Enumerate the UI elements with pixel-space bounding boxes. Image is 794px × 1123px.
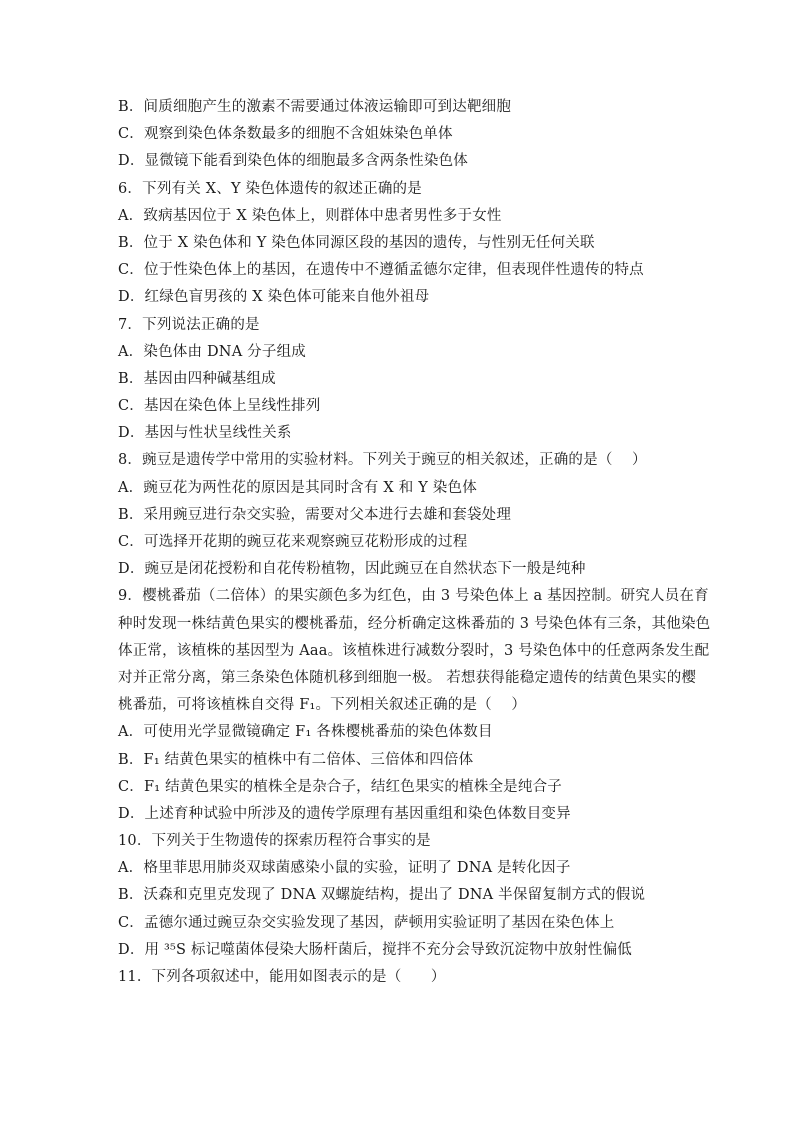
option-d-q7: D．基因与性状呈线性关系 [118, 425, 292, 442]
option-b-q5: B．间质细胞产生的激素不需要通过体液运输即可到达靶细胞 [118, 99, 512, 115]
option-a-q8: A．豌豆花为两性花的原因是其同时含有 X 和 Y 染色体 [118, 479, 477, 496]
question-9-stem-line-5: 桃番茄，可将该植株自交得 F₁。下列相关叙述正确的是（ ） [118, 697, 527, 714]
option-c-q9: C．F₁ 结黄色果实的植株全是杂合子，结红色果实的植株全是纯合子 [118, 778, 562, 795]
question-7-stem: 7．下列说法正确的是 [118, 316, 260, 333]
option-c-q5: C．观察到染色体条数最多的细胞不含姐妹染色单体 [118, 126, 453, 143]
option-d-q8: D．豌豆是闭花授粉和自花传粉植物，因此豌豆在自然状态下一般是纯种 [118, 561, 586, 578]
option-d-q10: D．用 ³⁵S 标记噬菌体侵染大肠杆菌后，搅拌不充分会导致沉淀物中放射性偏低 [118, 941, 632, 958]
option-b-q6: B．位于 X 染色体和 Y 染色体同源区段的基因的遗传，与性别无任何关联 [118, 234, 595, 251]
question-9-stem-line-3: 体正常，该植株的基因型为 Aaa。该植株进行减数分裂时，3 号染色体中的任意两条发生配 [118, 642, 710, 659]
option-c-q6: C．位于性染色体上的基因，在遗传中不遵循孟德尔定律，但表现伴性遗传的特点 [118, 262, 644, 279]
question-9-stem-line-4: 对并正常分离，第三条染色体随机移到细胞一极。 若想获得能稳定遗传的结黄色果实的樱 [118, 669, 697, 686]
question-11-stem: 11．下列各项叙述中，能用如图表示的是（ ） [118, 969, 446, 985]
option-d-q6: D．红绿色盲男孩的 X 染色体可能来自他外祖母 [118, 289, 430, 306]
option-b-q10: B．沃森和克里克发现了 DNA 双螺旋结构，提出了 DNA 半保留复制方式的假说 [118, 887, 646, 904]
option-a-q6: A．致病基因位于 X 染色体上，则群体中患者男性多于女性 [118, 207, 502, 224]
option-c-q10: C．孟德尔通过豌豆杂交实验发现了基因，萨顿用实验证明了基因在染色体上 [118, 914, 615, 931]
option-b-q8: B．采用豌豆进行杂交实验，需要对父本进行去雄和套袋处理 [118, 506, 512, 523]
option-a-q7: A．染色体由 DNA 分子组成 [118, 343, 306, 360]
question-8-stem: 8．豌豆是遗传学中常用的实验材料。下列关于豌豆的相关叙述，正确的是（ ） [118, 452, 647, 469]
option-d-q9: D．上述育种试验中所涉及的遗传学原理有基因重组和染色体数目变异 [118, 805, 571, 822]
question-10-stem: 10．下列关于生物遗传的探索历程符合事实的是 [118, 833, 431, 850]
question-text-block [118, 94, 711, 991]
question-9-stem-line-1: 9．樱桃番茄（二倍体）的果实颜色多为红色，由 3 号染色体上 a 基因控制。研究人员在育 [118, 588, 709, 605]
question-9-stem-line-2: 种时发现一株结黄色果实的樱桃番茄，经分析确定这株番茄的 3 号染色体有三条，其他染色 [118, 615, 711, 632]
option-d-q5: D．显微镜下能看到染色体的细胞最多含两条性染色体 [118, 153, 468, 170]
option-b-q9: B．F₁ 结黄色果实的植株中有二倍体、三倍体和四倍体 [118, 751, 474, 768]
option-c-q8: C．可选择开花期的豌豆花来观察豌豆花粉形成的过程 [118, 534, 468, 550]
option-a-q9: A．可使用光学显微镜确定 F₁ 各株樱桃番茄的染色体数目 [118, 724, 493, 741]
option-c-q7: C．基因在染色体上呈线性排列 [118, 398, 321, 415]
question-6-stem: 6．下列有关 X、Y 染色体遗传的叙述正确的是 [118, 180, 422, 197]
option-a-q10: A．格里菲思用肺炎双球菌感染小鼠的实验，证明了 DNA 是转化因子 [118, 860, 571, 877]
option-b-q7: B．基因由四种碱基组成 [118, 370, 276, 387]
